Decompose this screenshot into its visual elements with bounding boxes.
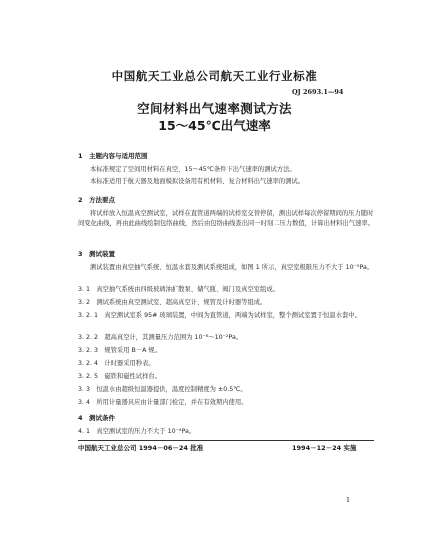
section-3-paragraph: 测试装置由真空抽气系统、恒温水套及测试系统组成，如图 1 所示，真空室极限压力不大于 10⁻⁵Pa。 [90,264,374,271]
page-number: 1 [346,496,351,504]
section-heading-2: 2 方法要点 [78,196,116,204]
section-1-paragraph-1: 本标准规定了空间用材料在真空、15～45℃条件下出气速率的测试方法。 [90,166,296,173]
section-2-paragraph: 将试样放入恒温真空测试室，试样在直管道两端的试样室交替停留，测出试样每次停留期间的压力随时间变化曲线，再由此曲线绘制包络曲线，然后由包络曲线查出同一时刻二压力数值，计算出材料出气速率。 [78,210,374,227]
approval-line: 中国航天工业总公司 1994－06－24 批准 [78,444,204,452]
document-title: 空间材料出气速率测试方法 [137,101,292,116]
document-subtitle: 15～45℃出气速率 [158,118,271,133]
clause-3-2-5: 3. 2. 5 磁铁和磁性试样台。 [78,373,161,380]
clause-3-4: 3. 4 所用计量器具应由计量部门检定，并在有效期内使用。 [78,399,248,406]
clause-3-2-3: 3. 2. 3 规管采用 B－A 规。 [78,347,162,354]
effective-date: 1994－12－24 实施 [292,444,357,452]
standard-title: 中国航天工业总公司航天工业行业标准 [111,69,318,83]
clause-4-1: 4. 1 真空测试室的压力不大于 10⁻⁴Pa。 [78,428,196,435]
clause-3-2: 3. 2 测试系统由真空测试室、超高真空计、规管及计时器等组成。 [78,299,267,306]
clause-3-2-1: 3. 2. 1 真空测试室系 95# 玻璃装置，中间为直管道，两端为试样室，整个测试室置于恒温水套中。 [78,312,361,319]
footer-divider [78,440,374,441]
clause-3-1: 3. 1 真空抽气系统由四级玻璃油扩散泵、储气瓶、阀门及真空室组成。 [78,286,279,293]
section-heading-3: 3 测试装置 [78,250,116,258]
standard-code: QJ 2693.1—94 [292,88,344,96]
section-1-paragraph-2: 本标准适用于航天器及地面模拟设备用有机材料、复合材料出气速率的测试。 [90,178,305,185]
clause-3-2-2: 3. 2. 2 超高真空计，其测量压力范围为 10⁻⁸～10⁻²Pa。 [78,334,243,341]
clause-3-2-4: 3. 2. 4 计时器采用秒表。 [78,360,155,367]
section-heading-1: 1 主题内容与适用范围 [78,152,148,160]
section-heading-4: 4 测试条件 [78,414,116,422]
clause-3-3: 3. 3 恒温水由超级恒温器提供，温度控制精度为 ±0.5℃。 [78,386,247,393]
